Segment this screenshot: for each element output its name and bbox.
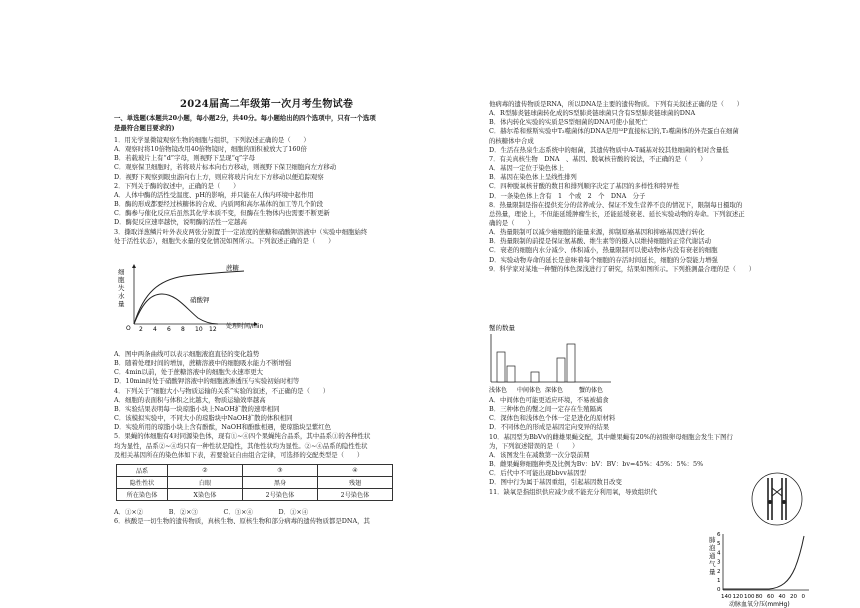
centromere-left [768,500,772,504]
text-line: C．该模拟实验中，不同大小的琼脂块中NaOH扩散的体积相同 [114,414,293,423]
text-line: 3．撕取洋葱鳞片叶外表皮两张分别置于一定浓度的蔗糖和硝酸钾溶液中（实验中细胞始终 [114,227,368,236]
x-axis-label: 处理时间/min [226,323,264,330]
text-line: 处于活性状态），细胞失水量的变化情况如图所示。下列叙述正确的是（ ） [114,236,335,245]
y-tick-label: 0 [717,587,721,594]
x-labels [489,386,603,394]
text-line: 总热量，理论上，不但能延缓肿瘤生长，还能延缓衰老、延长实验动物的寿命。下列叙述正 [489,209,745,218]
text-line: B．实验结果表明每一块琼脂小块上NaOH扩散的速率相同 [114,404,280,413]
x-tick-labels [721,594,806,600]
y-tick-label: 5 [717,541,721,548]
table-cell: 黑身 [243,477,318,489]
text-line: 的核糖体中合成 [489,136,534,145]
y-axis-char: 泡 [709,544,716,552]
text-line: A．①×② B．②×③ C．③×④ D．①×④ [114,508,309,516]
origin-label: O [126,325,131,332]
text-line: C．四种脱氧核苷酸的数目和排列顺序决定了基因的多样性和特异性 [489,182,680,191]
cell-outline [752,473,802,525]
text-line: 均为显性，品系②~④均只有一种性状是隐性，其他性状均为显性。②~④品系的隐性性状 [114,441,368,450]
water-loss-graph [114,262,264,334]
table-row [117,477,393,489]
text-line: 7．有关真核生物 DNA 、基因、脱氧核苷酸的说法，不正确的是（ ） [489,154,707,163]
text-line: C．观察保卫细胞时，若将玻片标本向右方移动，则视野下保卫细胞向左方移动 [114,163,337,172]
table-row [117,489,393,501]
table-cell: ④ [318,465,393,477]
y-axis-char: 肺 [709,536,716,544]
text-line: B．体内转化实验的实质是S型细菌的DNA可使小鼠死亡 [489,118,648,127]
section-heading-cont: 是最符合题目要求的) [114,124,175,132]
text-line: D．图中行为属于基因重组，引起基因数目改变 [489,478,622,487]
text-line: 及相关基因所在的染色体如下表，若要验证自由组合定律，可选择的交配类型是（ ） [114,450,364,459]
text-line: 11．缺氧是指组织供应减少或不能充分利用氧，导致组织代 [489,487,657,496]
text-line: C．后代中不可能出现bbvv基因型 [489,469,586,478]
sucrose-label: 蔗糖 [226,264,239,272]
bar-light [497,352,505,382]
text-line: B．若载玻片上有“d”字母，则视野下呈现“q”字母 [114,154,255,163]
text-line: D．实验所用的琼脂小块上含有酚酞，NaOH和酚酞相遇，使琼脂块呈紫红色 [114,423,332,432]
text-line: D．10min时处于硝酸钾溶液中的细胞液渗透压与实验初始时相等 [114,377,300,386]
bar-middle [531,372,539,382]
x-axis-label: 动脉血氧分压(mmHg) [729,601,790,608]
table-cell: 隐性性状 [117,477,168,489]
text-line: A．人体中酶的活性受温度、pH的影响，并只能在人体内环境中起作用 [114,190,314,199]
x-tick-labels [139,326,217,333]
text-line: A．该图发生在减数第一次分裂前期 [489,450,590,459]
x-tick-label: 0 [801,594,805,600]
y-axis-label [118,268,125,308]
table-cell: 白眼 [168,477,243,489]
x-tick-label: 100 [744,594,755,600]
text-line: A．细胞的表面积与体积之比越大，物质运输效率越高 [114,395,266,404]
text-line: 1．用光学显微镜观察生物的细胞与组织，下列叙述正确的是（ ） [114,136,310,144]
bar-dark-2 [567,344,575,382]
x-label: 中间体色 [517,387,542,394]
ventilation-graph [709,528,813,608]
table-cell: 品系 [117,465,168,477]
x-tick-label: 10 [195,326,203,333]
text-line: C．深体色和浅体色个体一定是进化的原材料 [489,414,616,423]
y-tick-label: 4 [717,550,721,557]
x-label: 蟹的体色 [579,387,604,394]
x-label: 浅体色 [489,387,508,394]
text-line: 9．科学家对某地一种蟹的体色深浅进行了研究，结果如图所示。下列推测最合理的是（ ） [489,264,756,273]
bar-light-2 [507,366,515,382]
y-axis-char: 量 [709,568,716,576]
table-cell: ② [168,465,243,477]
x-label: 深体色 [545,387,564,394]
text-line: 6．核酸是一切生物的遗传物质，真核生物、原核生物和部分病毒的遗传物质都是DNA，其 [114,517,370,526]
table-cell: 2号染色体 [318,489,393,501]
x-tick-label: 2 [139,326,143,333]
y-axis-arrow [132,264,136,268]
genotype-table [116,464,393,501]
section-heading: 一、单选题(本题共20小题，每小题2分，共40分。每小题给出的四个选项中，只有一个选项 [114,114,376,122]
text-line: 2．下列关于酶的叙述中，正确的是（ ） [114,181,240,190]
text-line: 8．热量限制是指在提供充分的营养成分、保证不发生营养不良的情况下，限制每日摄取的 [489,200,743,209]
text-line: B．基因在染色体上呈线性排列 [489,173,577,182]
y-axis-char: 量 [118,300,125,308]
ventilation-curve [723,536,804,589]
crab-color-graph [487,322,617,396]
y-axis-label [709,535,716,576]
x-tick-label: 4 [153,326,157,333]
text-line: B．雌果蝇卵细胞种类及比例为Bv：bV：BV：bv=45%：45%：5%：5% [489,460,704,469]
y-axis-label: 蟹的数量 [489,324,515,332]
y-tick-labels [717,532,721,593]
text-line: 10．基因型为BbVv的雌雄果蝇交配，其中雌果蝇有20%的初级卵母细胞会发生下图行 [489,432,733,441]
text-line: 4．下列关于“细胞大小与物质运输的关系”实验的叙述，不正确的是（ ） [114,386,330,395]
x-tick-label: 60 [767,594,774,600]
table-cell: 2号染色体 [243,489,318,501]
table-cell: 所在染色体 [117,489,168,501]
text-line: 为，下列叙述错误的是（ ） [489,441,579,450]
x-tick-label: 20 [790,594,797,600]
y-axis-char: 水 [118,292,125,300]
y-tick-label: 3 [717,559,721,566]
table-cell: ③ [243,465,318,477]
x-tick-label: 120 [732,594,743,600]
y-axis-char: 通 [709,552,716,560]
text-line: B．热量限制的前提是保证氨基酸、维生素等的摄入以维持细胞的正常代谢活动 [489,237,711,246]
x-tick-label: 8 [181,326,185,333]
text-line: D．视野下观察到眼虫游向右上方，则应将玻片向左下方移动以便追踪观察 [114,172,324,181]
y-tick-label: 1 [717,578,721,584]
text-line: C．衰老的细胞内水分减少、体积减小，热量限制可以使动物体内没有衰老的细胞 [489,246,718,255]
kno3-label: 硝酸钾 [190,296,210,304]
text-line: A．R型肺炎链球菌转化成的S型肺炎链球菌只含有S型肺炎链球菌的DNA [489,109,696,118]
text-line: D．酶促反应速率越快，说明酶的活性一定越高 [114,218,247,227]
text-line: 他病毒的遗传物质是RNA，所以DNA是主要的遗传物质。下列有关叙述正确的是（ ） [489,100,744,108]
text-line: B．酶的形成都要经过核糖体的合成、内质网和高尔基体的加工等几个阶段 [114,200,324,209]
chromatids [768,478,786,520]
text-line: D．生活在热泉生态系统中的细菌，其遗传物质中A-T碱基对较其他细菌的相对含量低 [489,145,729,154]
text-line: C．赫尔希和蔡斯实验中T₂噬菌体的DNA是用³²P直接标记的,T₂噬菌体的外壳蛋白在细菌 [489,127,739,136]
text-line: D．一条染色体上含有 1 个或 2 个 DNA 分子 [489,191,646,200]
y-axis-char: 气 [709,560,716,568]
text-line: B．随着处理时间的增加，蔗糖溶液中的细胞吸水能力不断增强 [114,359,292,368]
text-line: A．热量限制可以减少癌细胞的能量来源，抑制原癌基因和抑癌基因进行转化 [489,228,705,237]
bar-dark [557,358,565,382]
x-tick-label: 12 [209,326,217,333]
x-tick-label: 140 [721,594,732,600]
text-line: 5．果蝇的体细胞有4对同源染色体，现有①~④四个果蝇纯合品系，其中品系①的各种性状 [114,432,371,441]
paper-title: 2024届高二年级第一次月考生物试卷 [180,99,354,110]
y-axis-char: 细 [118,268,125,276]
x-tick-label: 80 [755,594,763,600]
y-tick-label: 2 [717,568,721,575]
chromosome-diagram [749,470,805,528]
text-line: A．中间体色可能更适应环境，不易被捕食 [489,396,609,404]
y-axis-char: 失 [118,284,125,292]
centromere-right [782,500,786,504]
x-tick-label: 40 [778,594,786,600]
text-line: D．不同体色的形成是基因定向变异的结果 [489,423,610,432]
y-axis-char: 胞 [118,276,125,284]
text-line: A．观察时将10倍物镜改用40倍物镜时，细胞的面积被放大了160倍 [114,145,307,154]
text-line: C．4min以前，处于蔗糖溶液中的细胞失水速率更大 [114,368,263,377]
text-line: C．酶参与催化反应后虽然其化学本质不变，但酶在生物体内也需要不断更新 [114,209,330,218]
table-cell: X染色体 [168,489,243,501]
table-row [117,465,393,477]
text-line: D．实验动物寿命的延长是意味着每个细胞的存活时间延长，细胞的分裂能力增强 [489,255,718,264]
text-line: A．图中两条曲线可以表示细胞液泡直径的变化趋势 [114,350,260,358]
text-line: 确的是（ ） [489,218,534,227]
text-line: A．基因一定位于染色体上 [489,164,564,173]
text-line: B．三种体色的蟹之间一定存在生殖隔离 [489,405,603,414]
crossover [772,488,782,496]
y-tick-label: 6 [717,532,721,538]
table-cell: 残翅 [318,477,393,489]
x-tick-label: 6 [167,326,171,333]
